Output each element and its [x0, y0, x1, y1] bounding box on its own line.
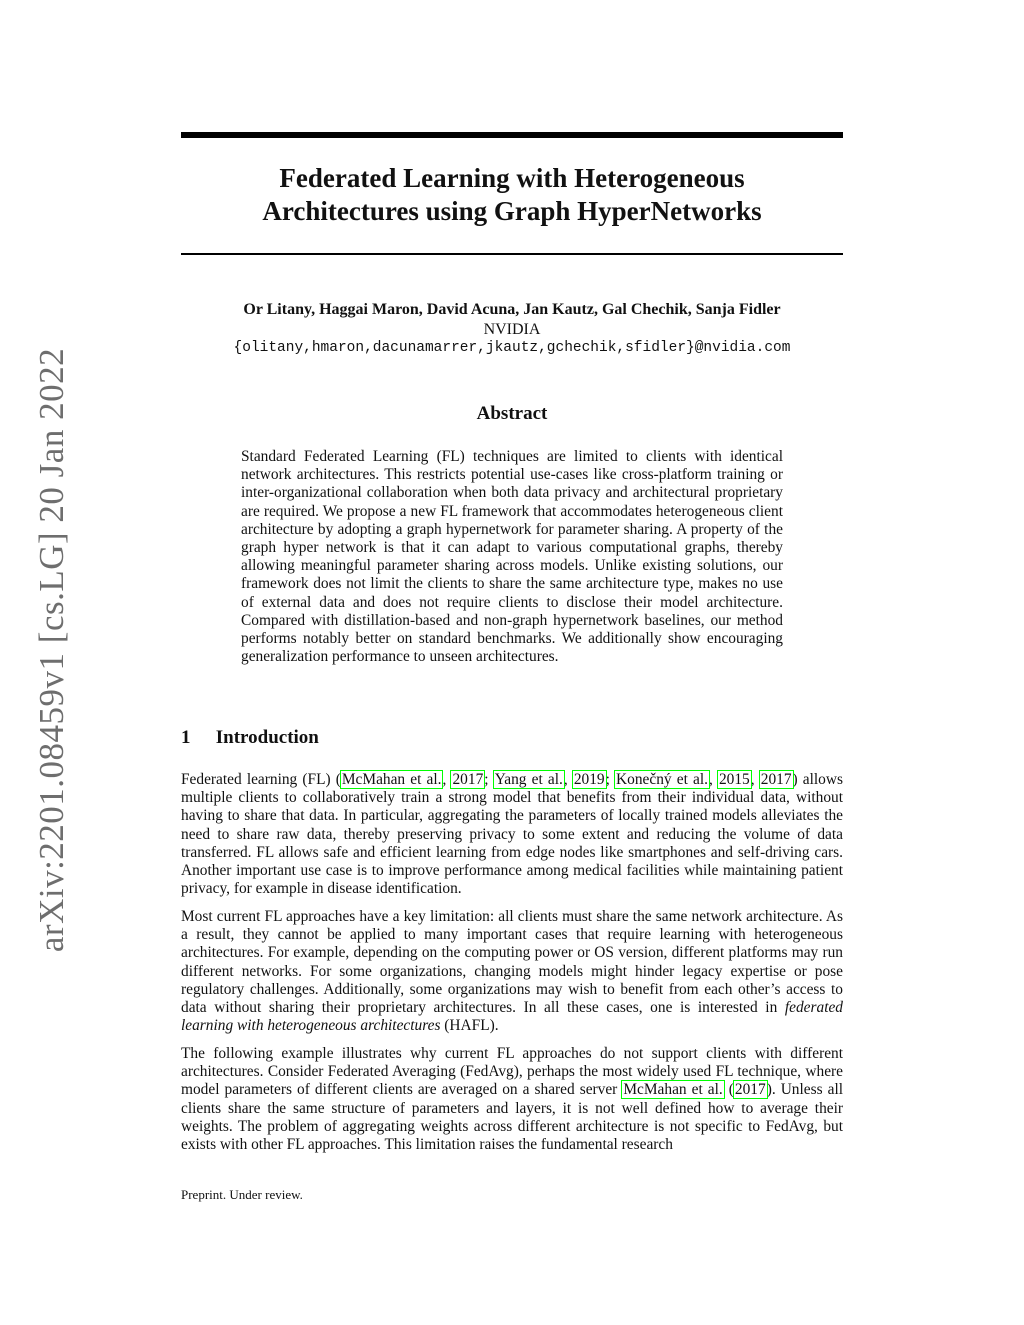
- citation-link-yang-year[interactable]: 2019: [573, 771, 605, 788]
- abstract-heading: Abstract: [476, 403, 548, 424]
- title-line-2: Architectures using Graph HyperNetworks: [262, 196, 762, 226]
- section-heading-introduction: [181, 727, 319, 749]
- intro-paragraph-2: [181, 908, 843, 1035]
- p1-sep: ,: [708, 771, 718, 788]
- p2-italic-term: federated learning with heterogeneous architectures: [181, 999, 843, 1035]
- citation-link-mcmahan[interactable]: McMahan et al.: [341, 771, 442, 788]
- preprint-footnote: Preprint. Under review.: [181, 1187, 303, 1202]
- p1-sep: ,: [442, 771, 452, 788]
- p1-sep: ,: [750, 771, 760, 788]
- citation-link-konecny-2017[interactable]: 2017: [760, 771, 792, 788]
- p1-sep: ;: [605, 771, 616, 788]
- title-bottom-rule: [181, 253, 843, 255]
- author-emails: {olitany,hmaron,dacunamarrer,jkautz,gchechik,sfidler}@nvidia.com: [233, 340, 791, 356]
- author-list: Or Litany, Haggai Maron, David Acuna, Jan Kautz, Gal Chechik, Sanja Fidler: [243, 301, 781, 318]
- citation-link-mcmahan-year[interactable]: 2017: [452, 771, 484, 788]
- p1-post: ) allows multiple clients to collaboratively train a strong model that benefits from their individual data, without having to share that data. In particular, aggregating the parameters of locally trained models alleviates the need to share raw data, thereby preserving privacy to some extent and reducing the volume of data transferred. FL allows safe and efficient learning from edge nodes like smartphones and self-driving cars. Another important use case is to improve performance among medical facilities while maintaining patient privacy, for example in disease identification.: [181, 771, 843, 898]
- paper-title: [181, 162, 843, 228]
- p3-pre: The following example illustrates why current FL approaches do not support clients with different architectures. Consider Federated Averaging (FedAvg), perhaps the most widely used FL technique, where model parameters of different clients are averaged on a shared server: [181, 1045, 843, 1099]
- p3-post: ). Unless all clients share the same structure of parameters and layers, it is not well defined how to average their weights. The problem of aggregating weights across different architecture is not specific to FedAvg, but exists with other FL approaches. This limitation raises the fundamental research: [181, 1081, 844, 1154]
- p1-sep: ,: [563, 771, 573, 788]
- intro-paragraph-1: [181, 771, 843, 898]
- section-number: 1: [181, 727, 191, 748]
- section-title: Introduction: [215, 727, 319, 748]
- arxiv-identifier: arXiv:2201.08459v1 [cs.LG] 20 Jan 2022: [32, 347, 71, 953]
- title-top-rule: [181, 132, 843, 138]
- citation-link-yang[interactable]: Yang et al.: [494, 771, 563, 788]
- title-line-1: Federated Learning with Heterogeneous: [279, 163, 745, 193]
- p1-pre: Federated learning (FL) (: [181, 771, 341, 788]
- citation-link-mcmahan-2[interactable]: McMahan et al.: [623, 1081, 723, 1099]
- affiliation: NVIDIA: [483, 321, 541, 338]
- p2-text: Most current FL approaches have a key limitation: all clients must share the same network architecture. As a result, they cannot be applied to many important cases that require learning with heterogeneous architectures. For example, depending on the computing power or OS version, different platforms may run different networks. For some organizations, changing models might hinder legacy expertise or pose regulatory challenges. Additionally, some organizations may wish to benefit from each other’s access to data without sharing their proprietary architectures. In all these cases, one is interested in: [181, 908, 843, 1017]
- p2-post: (HAFL).: [440, 1017, 499, 1035]
- citation-link-mcmahan-2-year[interactable]: 2017: [734, 1081, 766, 1099]
- p3-mid: (: [723, 1081, 734, 1099]
- intro-paragraph-3: [181, 1045, 843, 1154]
- citation-link-konecny[interactable]: Konečný et al.: [616, 771, 708, 788]
- abstract-text: Standard Federated Learning (FL) techniques are limited to clients with identical network architectures. This restricts potential use-cases like cross-platform training or inter-organizational collaboration when both data privacy and architectural proprietary are required. We propose a new FL framework that accommodates heterogeneous client architecture by adopting a graph hypernetwork for parameter sharing. A property of the graph hyper network is that it can adapt to various computational graphs, thereby allowing meaningful parameter sharing across models. Unlike existing solutions, our framework does not limit the clients to share the same architecture type, makes no use of external data and does not require clients to disclose their model architecture. Compared with distillation-based and non-graph hypernetwork baselines, our method performs notably better on standard benchmarks. We additionally show encouraging generalization performance to unseen architectures.: [241, 448, 783, 666]
- citation-link-konecny-2015[interactable]: 2015: [718, 771, 750, 788]
- p1-sep: ;: [484, 771, 494, 788]
